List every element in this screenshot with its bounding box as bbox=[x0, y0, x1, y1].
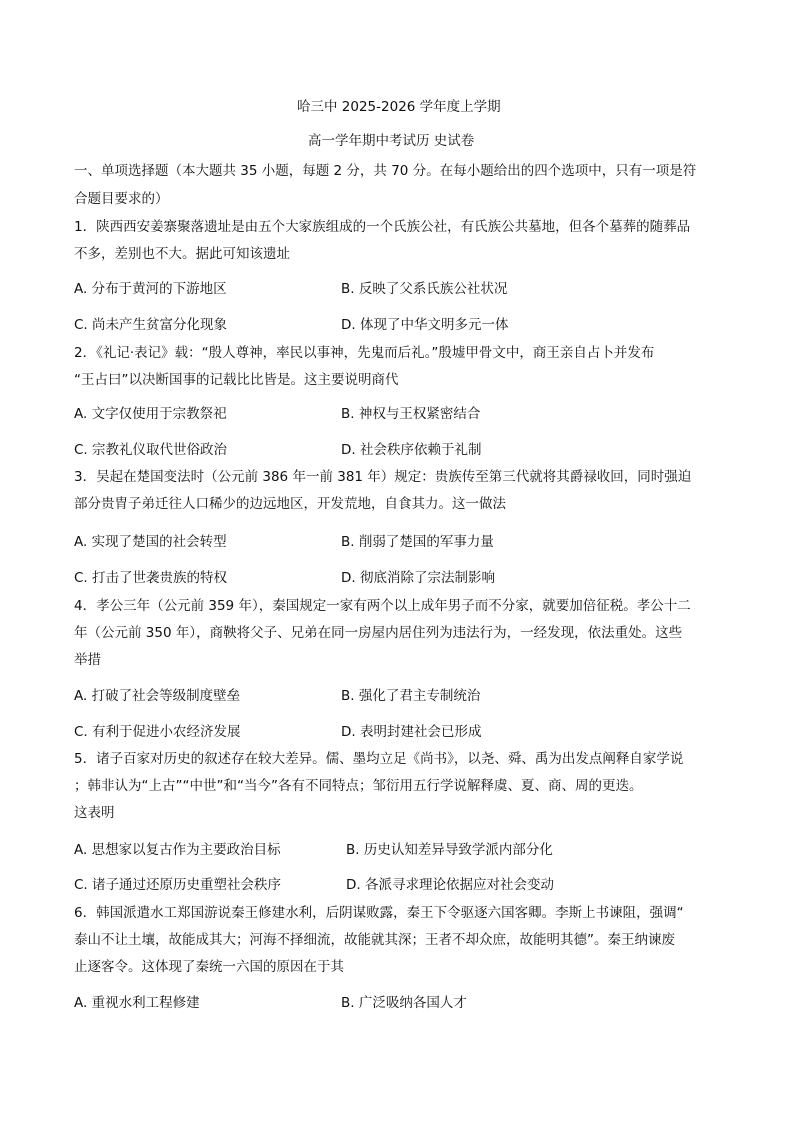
question-1-stem: 1．陕西西安姜寨聚落遗址是由五个大家族组成的一个氏族公社，有氏族公共墓地，但各个墓葬的随葬品 bbox=[74, 219, 691, 235]
question-6-option-b[interactable]: B. 广泛吸纳各国人才 bbox=[341, 995, 467, 1011]
question-1-option-d[interactable]: D. 体现了中华文明多元一体 bbox=[341, 317, 509, 333]
question-3-option-c[interactable]: C. 打击了世袭贵族的特权 bbox=[74, 570, 228, 586]
question-4-stem-end: 举措 bbox=[74, 652, 101, 668]
question-5-option-b[interactable]: B. 历史认知差异导致学派内部分化 bbox=[346, 842, 553, 858]
question-4-stem: 4．孝公三年（公元前 359 年），秦国规定一家有两个以上成年男子而不分家，就要加倍征税。孝公十二 bbox=[74, 598, 691, 614]
question-2-stem-cont: “王占曰”以决断国事的记载比比皆是。这主要说明商代 bbox=[74, 372, 399, 388]
question-2-option-a[interactable]: A. 文字仅使用于宗教祭祀 bbox=[74, 406, 227, 422]
question-2-stem: 2．《礼记·表记》载：“殷人尊神，率民以事神，先鬼而后礼。”殷墟甲骨文中，商王亲自占卜并发布 bbox=[74, 345, 655, 361]
question-6-stem-cont: 泰山不让土壤，故能成其大；河海不择细流，故能就其深；王者不却众庶，故能明其德”。秦王纳谏废 bbox=[74, 932, 675, 948]
question-5-option-c[interactable]: C. 诸子通过还原历史重塑社会秩序 bbox=[74, 877, 282, 893]
question-2-option-d[interactable]: D. 社会秩序依赖于礼制 bbox=[341, 442, 482, 458]
question-3-option-d[interactable]: D. 彻底消除了宗法制影响 bbox=[341, 570, 495, 586]
question-2-option-b[interactable]: B. 神权与王权紧密结合 bbox=[341, 406, 481, 422]
question-1-option-b[interactable]: B. 反映了父系氏族公社状况 bbox=[341, 281, 508, 297]
exam-title: 哈三中 2025-2026 学年度上学期 bbox=[297, 99, 501, 115]
question-4-option-c[interactable]: C. 有利于促进小农经济发展 bbox=[74, 724, 241, 740]
question-1-stem-cont: 不多，差别也不大。据此可知该遗址 bbox=[74, 246, 290, 262]
question-4-option-d[interactable]: D. 表明封建社会已形成 bbox=[341, 724, 482, 740]
question-4-stem-cont: 年（公元前 350 年），商鞅将父子、兄弟在同一房屋内居住列为违法行为，一经发现，依法重处。这些 bbox=[74, 625, 683, 641]
question-4-option-b[interactable]: B. 强化了君主专制统治 bbox=[341, 688, 481, 704]
question-3-stem-cont: 部分贵胄子弟迁往人口稀少的边远地区，开发荒地，自食其力。这一做法 bbox=[74, 496, 506, 512]
question-5-option-a[interactable]: A. 思想家以复古作为主要政治目标 bbox=[74, 842, 281, 858]
question-5-stem-cont: ；韩非认为“上古”“中世”和“当今”各有不同特点；邹衍用五行学说解释虞、夏、商、周的更迭。 bbox=[74, 778, 643, 794]
question-4-option-a[interactable]: A. 打破了社会等级制度壁垒 bbox=[74, 688, 241, 704]
question-3-option-b[interactable]: B. 削弱了楚国的军事力量 bbox=[341, 534, 494, 550]
section-heading-cont: 合题目要求的） bbox=[74, 191, 169, 207]
question-2-option-c[interactable]: C. 宗教礼仪取代世俗政治 bbox=[74, 442, 228, 458]
exam-subtitle: 高一学年期中考试历 史试卷 bbox=[308, 133, 475, 149]
question-5-option-d[interactable]: D. 各派寻求理论依据应对社会变动 bbox=[346, 877, 554, 893]
question-6-stem-end: 止逐客令。这体现了秦统一六国的原因在于其 bbox=[74, 959, 344, 975]
question-5-stem-end: 这表明 bbox=[74, 805, 115, 821]
question-1-option-c[interactable]: C. 尚未产生贫富分化现象 bbox=[74, 317, 228, 333]
section-heading: 一、单项选择题（本大题共 35 小题，每题 2 分，共 70 分。在每小题给出的四个选项中，只有一项是符 bbox=[74, 163, 697, 179]
question-6-stem: 6．韩国派遣水工郑国游说秦王修建水利，后阴谋败露，秦王下令驱逐六国客卿。李斯上书谏阻，强调“ bbox=[74, 905, 684, 921]
question-3-stem: 3．吴起在楚国变法时（公元前 386 年一前 381 年）规定：贵族传至第三代就将其爵禄收回，同时强迫 bbox=[74, 469, 692, 485]
question-6-option-a[interactable]: A. 重视水利工程修建 bbox=[74, 995, 200, 1011]
question-5-stem: 5．诸子百家对历史的叙述存在较大差异。儒、墨均立足《尚书》，以尧、舜、禹为出发点阐释自家学说 bbox=[74, 751, 684, 767]
question-1-option-a[interactable]: A. 分布于黄河的下游地区 bbox=[74, 281, 227, 297]
question-3-option-a[interactable]: A. 实现了楚国的社会转型 bbox=[74, 534, 227, 550]
